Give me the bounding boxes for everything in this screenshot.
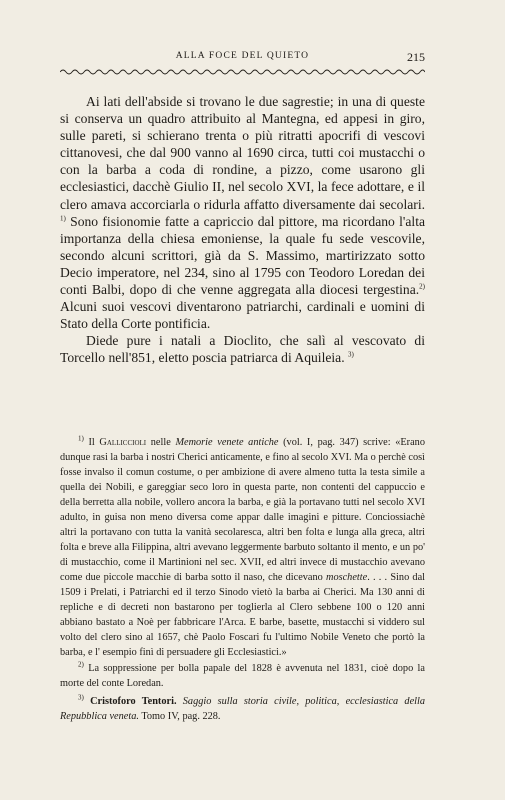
- footnote-ref: 3): [348, 350, 354, 359]
- italic-word: moschette: [326, 572, 368, 583]
- footnote-text: La soppressione per bolla papale del 1828 è avvenuta nel 1831, cioè dopo la morte del conte Loredan.: [60, 663, 425, 689]
- footnote-mark: 2): [78, 660, 84, 669]
- footnote-text: (vol. I, pag. 347) scrive: «Erano dunque rasi la barba i nostri Cherici anticamente, e fino al secolo XVI. Ma o perchè così fosse invalso il comun costume, o per ambizione di avere almeno tutta la testa simile a quella dei Nobili, e gareggiar seco loro in questa parte, non contenti del cappuccio e della berretta alla nobile, vollero ancora la barba, e già la portavano tutti nel secolo XVI adulto, in guisa non meno diversa come appar dalle imagini e pitture. Conciossiachè altri la portavano con tutta la vanità secolaresca, altri ben folta e lunga alla greca, altri folta e breve alla Filippina, altri avevano leggermente barbuto soltanto il mento, e un po' di mustacchio, come il Martinioni nel sec. XVII, ed altri invece di mustacchio avevano come due piccole macchie di barba sotto il naso, che dicevano: [60, 437, 425, 583]
- page-number: 215: [407, 50, 425, 64]
- paragraph: [60, 93, 425, 332]
- footnote-text: nelle: [150, 437, 171, 448]
- author-name: Cristoforo Tentori.: [90, 696, 177, 707]
- footnote-mark: 3): [78, 693, 84, 702]
- footnote: [60, 661, 425, 691]
- paragraph: [60, 332, 425, 366]
- paragraph-text: Alcuni suoi vescovi diventarono patriarchi, cardinali e uomini di Stato della Corte pontificia.: [60, 299, 425, 332]
- footnote-text: Tomo IV, pag. 228.: [141, 711, 221, 722]
- main-text: [60, 93, 425, 367]
- paragraph-text: Sono fisionomie fatte a capriccio dal pittore, ma ricordano l'alta importanza della chiesa emoniense, la quale fu sede vescovile, secondo alcuni scrittori, già da S. Massimo, martirizzato sotto Decio imperatore, nel 234, sino al 1795 con Teodoro Loredan dei conti Balbi, dopo di che venne aggregata alla diocesi tergestina.: [60, 213, 425, 298]
- footnote: [60, 435, 425, 660]
- paragraph-text: Diede pure i natali a Dioclito, che salì al vescovato di Torcello nell'851, eletto poscia patriarca di Aquileia.: [60, 333, 425, 366]
- footnote-text: Il: [88, 437, 95, 448]
- book-title: Saggio sulla storia civile, politica, ecclesiastica della Repubblica veneta.: [60, 696, 426, 722]
- footnotes: [60, 435, 425, 724]
- footnote-ref: 2): [419, 282, 425, 291]
- book-title: Memorie venete antiche: [175, 437, 279, 448]
- header-ornament-rule: [60, 68, 425, 76]
- paragraph-text: Ai lati dell'abside si trovano le due sagrestie; in una di queste si conserva un quadro attribuito al Mantegna, ed appesi in giro, sulle pareti, si schierano trenta o più ritratti apocrifi di vescovi cittanovesi, che dal 900 vanno al 1690 circa, tutti coi mustacchi o con la barba a coda di rondine, a pizzo, come usarono gli ecclesiastici, dacchè Giulio II, nel secolo XVI, la fece adottare, e il clero amava accorciarla o ridurla affatto diversamente dai secolari.: [60, 94, 425, 212]
- author-name: Galliccioli: [99, 437, 147, 448]
- footnote-text: . . . . Sino dal 1509 i Prelati, i Patriarchi ed il terzo Sinodo vietò la barba ai Cherici. Ma 130 anni di repliche e di decreti non bastarono per toglierla al Clero sebbene 100 o 120 anni abbiano bastato a Noè per fabbricare l'Arca. E barbe, basette, mustacchi si viddero sul volto del clero sino al 1657, chè Paolo Foscari fu l'ultimo Nobile Veneto che portò la barba, e l' esempio finì di persuadere gli Ecclesiastici.»: [60, 572, 425, 658]
- footnote-ref: 1): [60, 214, 66, 223]
- footnote: [60, 694, 425, 724]
- page-header: [60, 51, 425, 67]
- footnote-mark: 1): [78, 434, 84, 443]
- running-title: ALLA FOCE DEL QUIETO: [175, 51, 310, 61]
